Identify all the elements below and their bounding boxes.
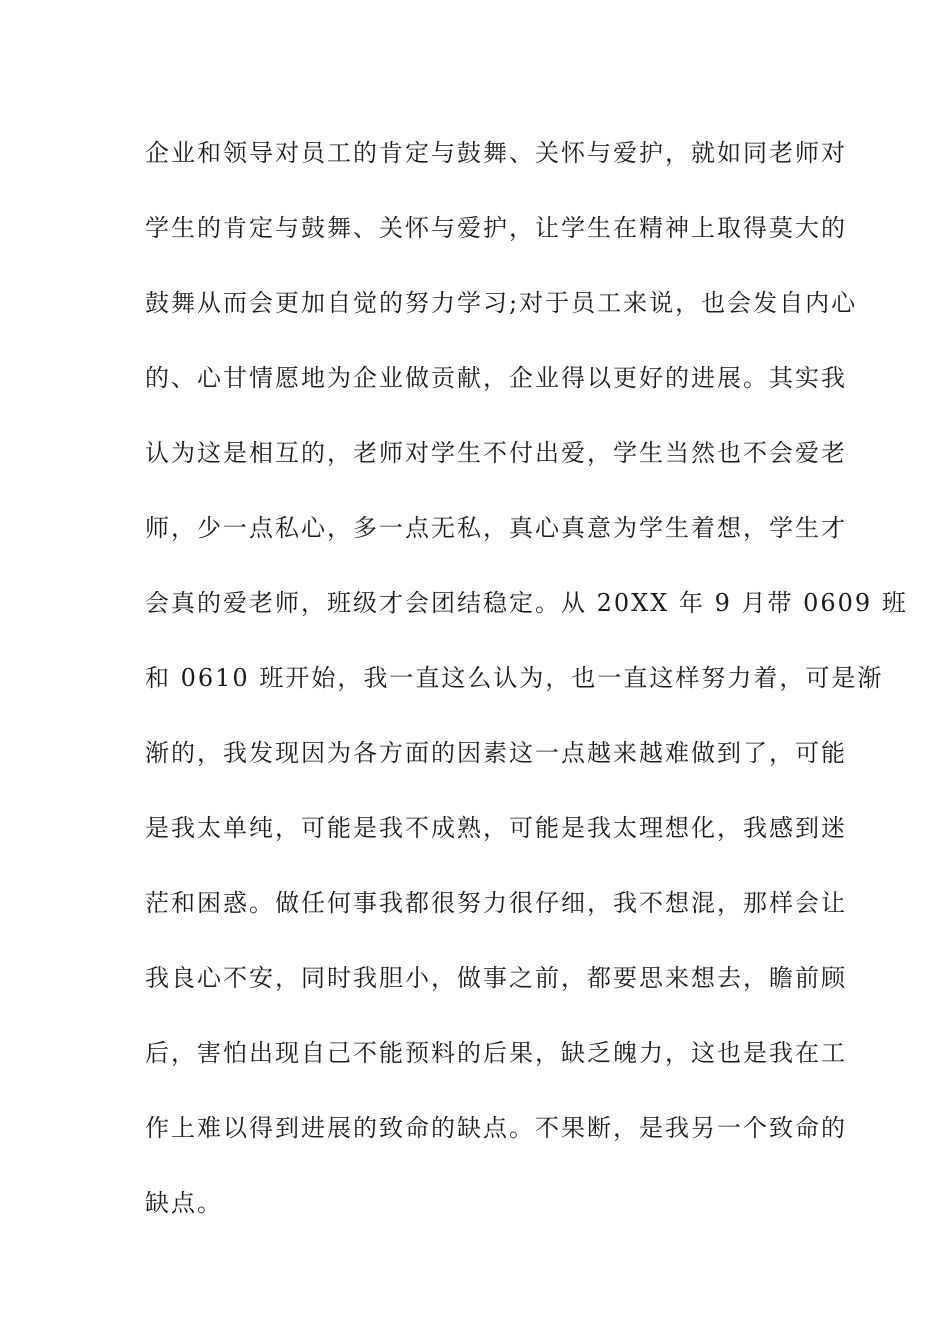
- text-line: 学生的肯定与鼓舞、关怀与爱护，让学生在精神上取得莫大的: [145, 214, 847, 242]
- text-line: 我良心不安，同时我胆小，做事之前，都要思来想去，瞻前顾: [145, 964, 847, 992]
- body-paragraph: [145, 135, 908, 1260]
- text-line: 的、心甘情愿地为企业做贡献，企业得以更好的进展。其实我: [145, 364, 847, 392]
- text-line: 鼓舞从而会更加自觉的努力学习;对于员工来说，也会发自内心: [145, 289, 858, 317]
- text-line: 后，害怕出现自己不能预料的后果，缺乏魄力，这也是我在工: [145, 1039, 847, 1067]
- text-line: 缺点。: [145, 1189, 223, 1217]
- text-line: 认为这是相互的，老师对学生不付出爱，学生当然也不会爱老: [145, 439, 847, 467]
- text-line: 会真的爱老师，班级才会团结稳定。从 20XX 年 9 月带 0609 班: [145, 589, 908, 617]
- text-line: 和 0610 班开始，我一直这么认为，也一直这样努力着，可是渐: [145, 664, 884, 692]
- text-line: 作上难以得到进展的致命的缺点。不果断，是我另一个致命的: [145, 1114, 847, 1142]
- text-line: 企业和领导对员工的肯定与鼓舞、关怀与爱护，就如同老师对: [145, 139, 847, 167]
- text-line: 茫和困惑。做任何事我都很努力很仔细，我不想混，那样会让: [145, 889, 847, 917]
- text-line: 师，少一点私心，多一点无私，真心真意为学生着想，学生才: [145, 514, 847, 542]
- text-line: 是我太单纯，可能是我不成熟，可能是我太理想化，我感到迷: [145, 814, 847, 842]
- text-line: 渐的，我发现因为各方面的因素这一点越来越难做到了，可能: [145, 739, 847, 767]
